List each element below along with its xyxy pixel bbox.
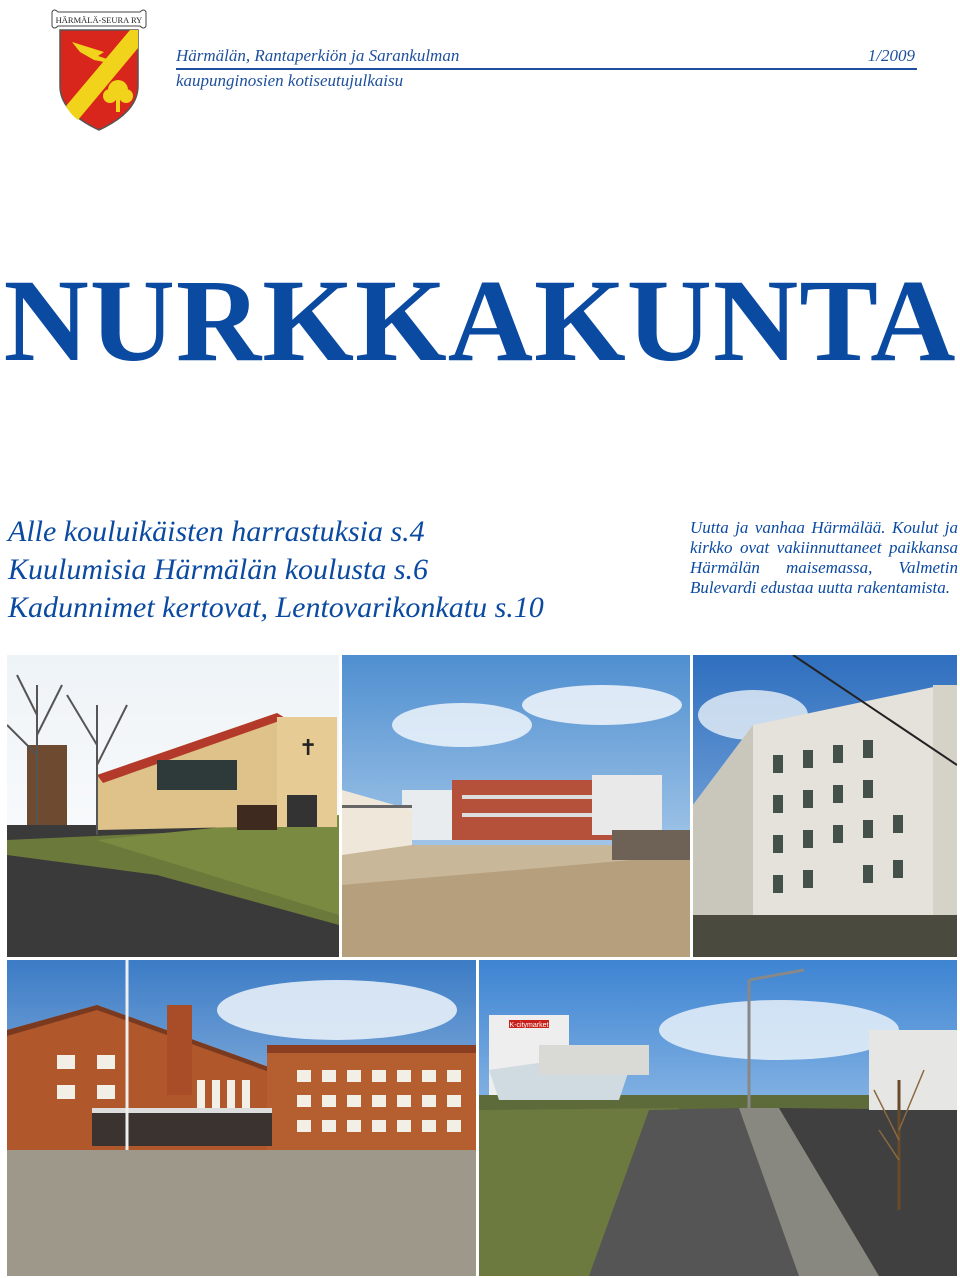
teaser-item: Kuulumisia Härmälän koulusta s.6 (8, 553, 429, 586)
subtitle-line2: kaupunginosien kotiseutujulkaisu (176, 71, 404, 90)
photo-church (7, 655, 339, 957)
issue-number: 1/2009 (867, 46, 915, 65)
subtitle-line1: Härmälän, Rantaperkiön ja Sarankulman (176, 46, 460, 65)
coat-of-arms (50, 8, 148, 132)
photo-caption: Uutta ja vanhaa Härmälää. Koulut ja kirkko ovat vakiinnuttaneet paikkansa Härmälän maisemassa, Valmetin Bulevardi edustaa uutta rakentamista. (690, 518, 958, 597)
photo-boulevard (479, 960, 957, 1276)
photo-brick-school (7, 960, 476, 1276)
photo-white-building (693, 655, 957, 957)
association-banner: HÄRMÄLÄ-SEURA RY (55, 15, 143, 25)
church-cross-icon: ✝ (299, 736, 318, 761)
teaser-list (8, 513, 544, 627)
coat-of-arms-graphic (50, 8, 148, 132)
masthead-title: NURKKAKUNTA (3, 255, 957, 386)
outlet-sign: K-citymarket (509, 1022, 549, 1029)
photo-school-yard (342, 655, 690, 957)
header-divider (176, 68, 917, 70)
teaser-item: Kadunnimet kertovat, Lentovarikonkatu s.10 (8, 591, 544, 624)
teaser-item: Alle kouluikäisten harrastuksia s.4 (8, 515, 425, 548)
